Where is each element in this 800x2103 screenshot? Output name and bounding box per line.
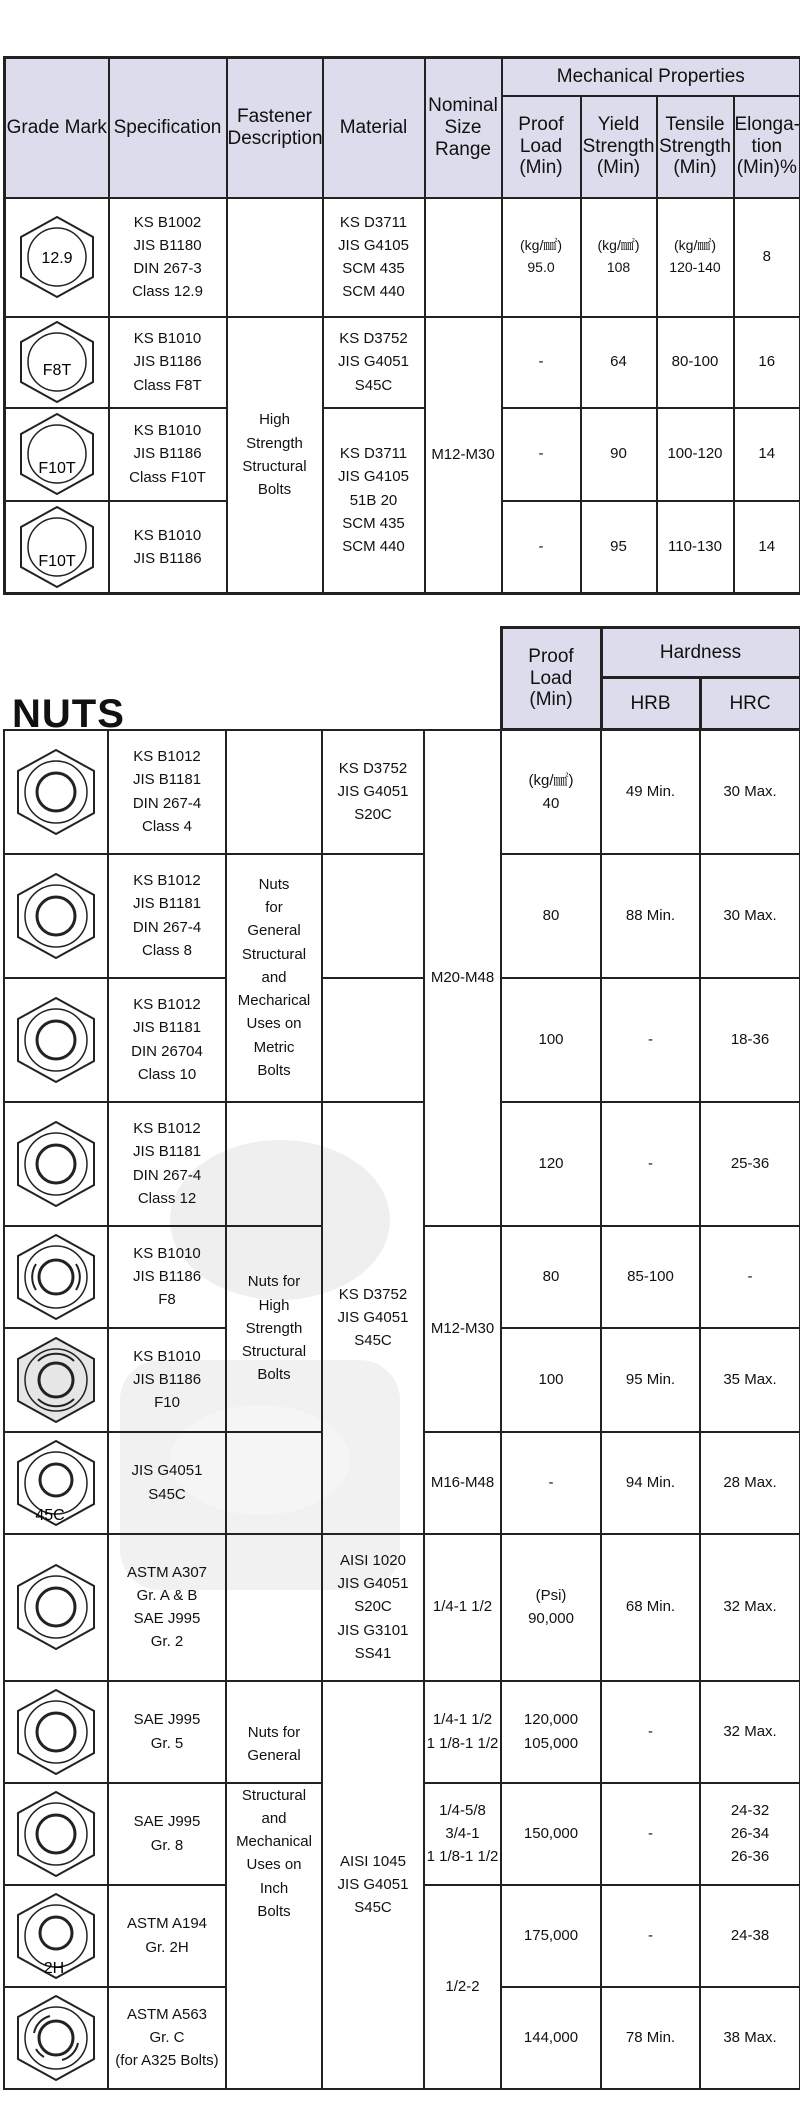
nut-mark-cell — [4, 1226, 108, 1328]
nut-proof-load-cell: 80 — [501, 854, 601, 978]
material-cell: KS D3711 JIS G4105 51B 20 SCM 435 SCM 440 — [323, 408, 425, 594]
elongation-cell: 8 — [734, 198, 800, 317]
nut-hrc-cell: - — [700, 1226, 800, 1328]
grade-mark-label: F10T — [38, 552, 76, 570]
nut-hrc-cell: 32 Max. — [700, 1681, 800, 1783]
nut-specification-cell: KS B1012 JIS B1181 DIN 267-4 Class 8 — [108, 854, 226, 978]
nut-specification-cell: KS B1012 JIS B1181 DIN 267-4 Class 4 — [108, 730, 226, 854]
nut-specification-cell: KS B1010 JIS B1186 F8 — [108, 1226, 226, 1328]
nut-material-cell: KS D3752 JIS G4051 S20C — [322, 730, 424, 854]
nut-specification-cell: KS B1012 JIS B1181 DIN 267-4 Class 12 — [108, 1102, 226, 1226]
bolts-table — [3, 56, 800, 595]
nut-proof-load-cell: 120 — [501, 1102, 601, 1226]
grade-mark-cell — [5, 317, 109, 408]
hex-nut-icon — [14, 747, 98, 837]
yield-strength-cell: 90 — [581, 408, 657, 501]
nut-proof-load-cell: - — [501, 1432, 601, 1534]
tensile-strength-cell: 110-130 — [657, 501, 734, 594]
hex-bolt-head-icon — [17, 504, 97, 590]
proof-load-cell: (kg/㎟) 95.0 — [502, 198, 581, 317]
nut-description-cell — [226, 1102, 322, 1226]
nut-size-cell: M12-M30 — [424, 1226, 501, 1432]
specification-cell: KS B1010 JIS B1186 Class F8T — [109, 317, 227, 408]
specification-cell: KS B1010 JIS B1186 — [109, 501, 227, 594]
table-row — [5, 408, 800, 501]
nut-material-cell — [322, 854, 424, 978]
hrc-header: HRC — [700, 678, 800, 730]
size-cell: M12-M30 — [425, 317, 502, 594]
nut-specification-cell: SAE J995 Gr. 8 — [108, 1783, 226, 1885]
nut-mark-cell — [4, 1783, 108, 1885]
proof-load-header: Proof Load (Min) — [502, 96, 581, 198]
nut-proof-load-cell: (Psi) 90,000 — [501, 1534, 601, 1681]
elongation-header: Elonga- tion (Min)% — [734, 96, 800, 198]
description-cell: High Strength Structural Bolts — [227, 317, 323, 594]
hex-nut-arc-mark-icon — [14, 1232, 98, 1322]
nut-description-cell: Nuts for General Structural and Mecharical Uses on Metric Bolts — [226, 854, 322, 1102]
tensile-strength-cell: (kg/㎟) 120-140 — [657, 198, 734, 317]
nut-hrb-cell: 68 Min. — [601, 1534, 700, 1681]
nut-description-cell: Nuts for High Strength Structural Bolts — [226, 1226, 322, 1432]
proof-load-cell: - — [502, 501, 581, 594]
yield-strength-cell: 64 — [581, 317, 657, 408]
yield-strength-cell: (kg/㎟) 108 — [581, 198, 657, 317]
grade-mark-cell — [5, 408, 109, 501]
proof-load-cell: - — [502, 408, 581, 501]
nut-size-cell: 1/4-1 1/2 1 1/8-1 1/2 — [424, 1681, 501, 1783]
nut-hrb-cell: - — [601, 978, 700, 1102]
grade-mark-header: Grade Mark — [5, 58, 109, 198]
nut-mark-cell — [4, 978, 108, 1102]
nut-proof-load-cell: (kg/㎟) 40 — [501, 730, 601, 854]
nut-material-cell — [322, 978, 424, 1102]
hex-nut-icon — [14, 1119, 98, 1209]
table-row — [4, 854, 800, 978]
nut-proof-load-cell: 100 — [501, 978, 601, 1102]
nominal-size-header: Nominal Size Range — [425, 58, 502, 198]
hex-nut-arc-mark-icon — [14, 1335, 98, 1425]
nut-description-cell — [226, 1432, 322, 1534]
nut-specification-cell: KS B1010 JIS B1186 F10 — [108, 1328, 226, 1432]
tensile-strength-cell: 100-120 — [657, 408, 734, 501]
nut-specification-cell: ASTM A307 Gr. A & B SAE J995 Gr. 2 — [108, 1534, 226, 1681]
grade-mark-label: F10T — [38, 460, 76, 477]
table-row — [4, 1534, 800, 1681]
nut-size-cell: 1/2-2 — [424, 1885, 501, 2089]
nut-description-cell: Structural and Mechanical Uses on Inch Bolts — [226, 1783, 322, 2089]
elongation-cell: 14 — [734, 501, 800, 594]
nut-proof-load-cell: 100 — [501, 1328, 601, 1432]
nut-proof-load-cell: 150,000 — [501, 1783, 601, 1885]
nut-specification-cell: JIS G4051 S45C — [108, 1432, 226, 1534]
grade-mark-label: 12.9 — [41, 250, 73, 267]
nuts-title: NUTS — [12, 692, 125, 736]
hex-nut-icon — [14, 871, 98, 961]
nut-size-cell: M20-M48 — [424, 730, 501, 1226]
nut-size-cell: 1/4-5/8 3/4-1 1 1/8-1 1/2 — [424, 1783, 501, 1885]
nut-description-cell: Nuts for General — [226, 1681, 322, 1783]
hex-nut-icon — [14, 1687, 98, 1777]
nut-hrb-cell: 49 Min. — [601, 730, 700, 854]
nut-hrb-cell: 78 Min. — [601, 1987, 700, 2089]
nut-hrc-cell: 28 Max. — [700, 1432, 800, 1534]
nut-mark-label: 2H — [43, 1959, 65, 1977]
nut-size-cell: 1/4-1 1/2 — [424, 1534, 501, 1681]
nut-hrb-cell: 94 Min. — [601, 1432, 700, 1534]
nut-hrb-cell: 88 Min. — [601, 854, 700, 978]
nut-mark-cell — [4, 1102, 108, 1226]
hex-nut-icon — [14, 1562, 98, 1652]
nut-hrb-cell: 85-100 — [601, 1226, 700, 1328]
specification-cell: KS B1010 JIS B1186 Class F10T — [109, 408, 227, 501]
mechanical-properties-header: Mechanical Properties — [502, 58, 800, 96]
nut-specification-cell: ASTM A563 Gr. C (for A325 Bolts) — [108, 1987, 226, 2089]
nut-material-cell: KS D3752 JIS G4051 S45C — [322, 1102, 424, 1534]
nut-hrc-cell: 32 Max. — [700, 1534, 800, 1681]
nut-size-cell: M16-M48 — [424, 1432, 501, 1534]
nut-hrb-cell: - — [601, 1885, 700, 1987]
nut-hrc-cell: 38 Max. — [700, 1987, 800, 2089]
nut-hrc-cell: 35 Max. — [700, 1328, 800, 1432]
proof-load-cell: - — [502, 317, 581, 408]
nut-specification-cell: SAE J995 Gr. 5 — [108, 1681, 226, 1783]
nut-hrc-cell: 25-36 — [700, 1102, 800, 1226]
material-cell: KS D3711 JIS G4105 SCM 435 SCM 440 — [323, 198, 425, 317]
nut-mark-cell — [4, 1328, 108, 1432]
nut-description-cell — [226, 1534, 322, 1681]
elongation-cell: 14 — [734, 408, 800, 501]
nut-mark-cell — [4, 730, 108, 854]
nut-hrb-cell: 95 Min. — [601, 1328, 700, 1432]
fastener-description-header: Fastener Description — [227, 58, 323, 198]
hex-nut-icon — [14, 1789, 98, 1879]
hex-bolt-head-icon — [17, 411, 97, 497]
elongation-cell: 16 — [734, 317, 800, 408]
table-row — [4, 730, 800, 854]
table-row — [5, 198, 800, 317]
grade-mark-cell — [5, 198, 109, 317]
nut-specification-cell: KS B1012 JIS B1181 DIN 26704 Class 10 — [108, 978, 226, 1102]
hex-bolt-head-icon — [17, 214, 97, 300]
grade-mark-cell — [5, 501, 109, 594]
nut-proof-load-cell: 175,000 — [501, 1885, 601, 1987]
nut-material-cell: AISI 1020 JIS G4051 S20C JIS G3101 SS41 — [322, 1534, 424, 1681]
table-row — [5, 317, 800, 408]
hex-bolt-head-icon — [17, 319, 97, 405]
nut-hrc-cell: 24-38 — [700, 1885, 800, 1987]
nut-specification-cell: ASTM A194 Gr. 2H — [108, 1885, 226, 1987]
hex-nut-icon — [14, 1891, 98, 1981]
nut-mark-label: 45C — [35, 1506, 65, 1524]
table-row — [4, 1681, 800, 1783]
nut-hrb-cell: - — [601, 1681, 700, 1783]
nut-mark-cell — [4, 854, 108, 978]
nut-hrc-cell: 30 Max. — [700, 730, 800, 854]
hex-nut-icon — [14, 995, 98, 1085]
table-row — [4, 978, 800, 1102]
nut-mark-cell — [4, 1432, 108, 1534]
nut-mark-cell — [4, 1534, 108, 1681]
hrb-header: HRB — [601, 678, 700, 730]
nut-hrb-cell: - — [601, 1783, 700, 1885]
nut-proof-load-cell: 144,000 — [501, 1987, 601, 2089]
hex-nut-arc-mark-icon — [14, 1993, 98, 2083]
nut-proof-load-header: Proof Load (Min) — [501, 628, 601, 730]
hardness-header: Hardness — [601, 628, 800, 678]
nuts-table — [3, 626, 800, 2090]
nut-proof-load-cell: 80 — [501, 1226, 601, 1328]
yield-strength-cell: 95 — [581, 501, 657, 594]
specification-header: Specification — [109, 58, 227, 198]
material-cell: KS D3752 JIS G4051 S45C — [323, 317, 425, 408]
size-cell — [425, 198, 502, 317]
nut-mark-cell — [4, 1885, 108, 1987]
nut-material-cell: AISI 1045 JIS G4051 S45C — [322, 1681, 424, 2089]
nut-hrc-cell: 24-32 26-34 26-36 — [700, 1783, 800, 1885]
grade-mark-label: F8T — [42, 362, 71, 379]
yield-strength-header: Yield Strength (Min) — [581, 96, 657, 198]
material-header: Material — [323, 58, 425, 198]
description-cell — [227, 198, 323, 317]
tensile-strength-header: Tensile Strength (Min) — [657, 96, 734, 198]
nut-hrb-cell: - — [601, 1102, 700, 1226]
specification-cell: KS B1002 JIS B1180 DIN 267-3 Class 12.9 — [109, 198, 227, 317]
tensile-strength-cell: 80-100 — [657, 317, 734, 408]
nut-mark-cell — [4, 1987, 108, 2089]
nut-hrc-cell: 18-36 — [700, 978, 800, 1102]
hex-nut-icon — [14, 1438, 98, 1528]
nut-hrc-cell: 30 Max. — [700, 854, 800, 978]
nut-description-cell — [226, 730, 322, 854]
table-row — [4, 1102, 800, 1226]
nut-proof-load-cell: 120,000 105,000 — [501, 1681, 601, 1783]
nut-mark-cell — [4, 1681, 108, 1783]
